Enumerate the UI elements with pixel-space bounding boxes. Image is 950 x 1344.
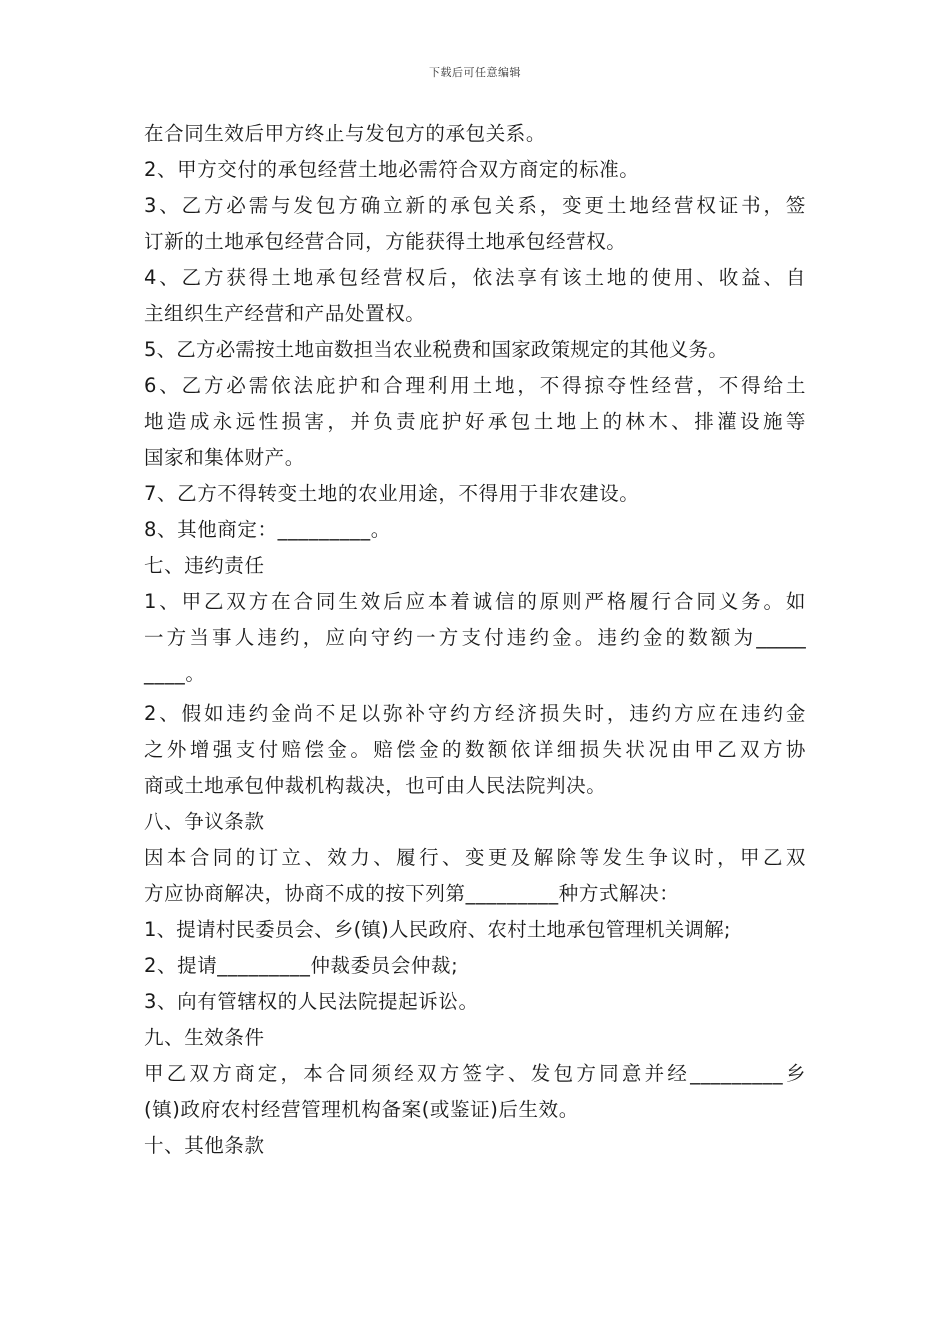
body-line: 7、乙方不得转变土地的农业用途，不得用于非农建设。 [144, 482, 640, 505]
body-line: (镇)政府农村经营管理机构备案(或鉴证)后生效。 [144, 1098, 579, 1121]
page-header: 下载后可任意编辑 [429, 66, 521, 79]
body-line: 4、乙方获得土地承包经营权后，依法享有该土地的使用、收益、自 [144, 266, 806, 289]
body-line: ____。 [144, 662, 206, 685]
body-line: 2、甲方交付的承包经营土地必需符合双方商定的标准。 [144, 158, 640, 181]
body-line: 3、乙方必需与发包方确立新的承包关系，变更土地经营权证书，签 [144, 194, 806, 217]
document-body [144, 116, 806, 1164]
body-line: 之外增强支付赔偿金。赔偿金的数额依详细损失状况由甲乙双方协 [144, 738, 806, 761]
body-line: 国家和集体财产。 [144, 446, 305, 469]
body-line: 地造成永远性损害，并负责庇护好承包土地上的林木、排灌设施等 [144, 410, 806, 433]
body-line: 1、提请村民委员会、乡(镇)人民政府、农村土地承包管理机关调解; [144, 918, 731, 941]
body-line: 因本合同的订立、效力、履行、变更及解除等发生争议时，甲乙双 [144, 846, 806, 869]
section-heading: 九、生效条件 [144, 1026, 265, 1049]
body-line: 订新的土地承包经营合同，方能获得土地承包经营权。 [144, 230, 627, 253]
body-line: 在合同生效后甲方终止与发包方的承包关系。 [144, 122, 547, 145]
body-line: 6、乙方必需依法庇护和合理利用土地，不得掠夺性经营，不得给土 [144, 374, 806, 397]
section-heading: 八、争议条款 [144, 810, 265, 833]
body-line: 8、其他商定：_________。 [144, 518, 391, 541]
body-line: 2、假如违约金尚不足以弥补守约方经济损失时，违约方应在违约金 [144, 702, 806, 725]
body-line: 方应协商解决，协商不成的按下列第_________种方式解决： [144, 882, 680, 905]
body-line: 一方当事人违约，应向守约一方支付违约金。违约金的数额为_____ [144, 626, 806, 649]
body-line: 2、提请_________仲裁委员会仲裁; [144, 954, 459, 977]
section-heading: 七、违约责任 [144, 554, 265, 577]
body-line: 3、向有管辖权的人民法院提起诉讼。 [144, 990, 479, 1013]
body-line: 主组织生产经营和产品处置权。 [144, 302, 426, 325]
body-line: 5、乙方必需按土地亩数担当农业税费和国家政策规定的其他义务。 [144, 338, 728, 361]
body-line: 1、甲乙双方在合同生效后应本着诚信的原则严格履行合同义务。如 [144, 590, 806, 613]
body-line: 甲乙双方商定，本合同须经双方签字、发包方同意并经_________乡 [144, 1062, 806, 1085]
body-line: 商或土地承包仲裁机构裁决，也可由人民法院判决。 [144, 774, 607, 797]
section-heading: 十、其他条款 [144, 1134, 265, 1157]
